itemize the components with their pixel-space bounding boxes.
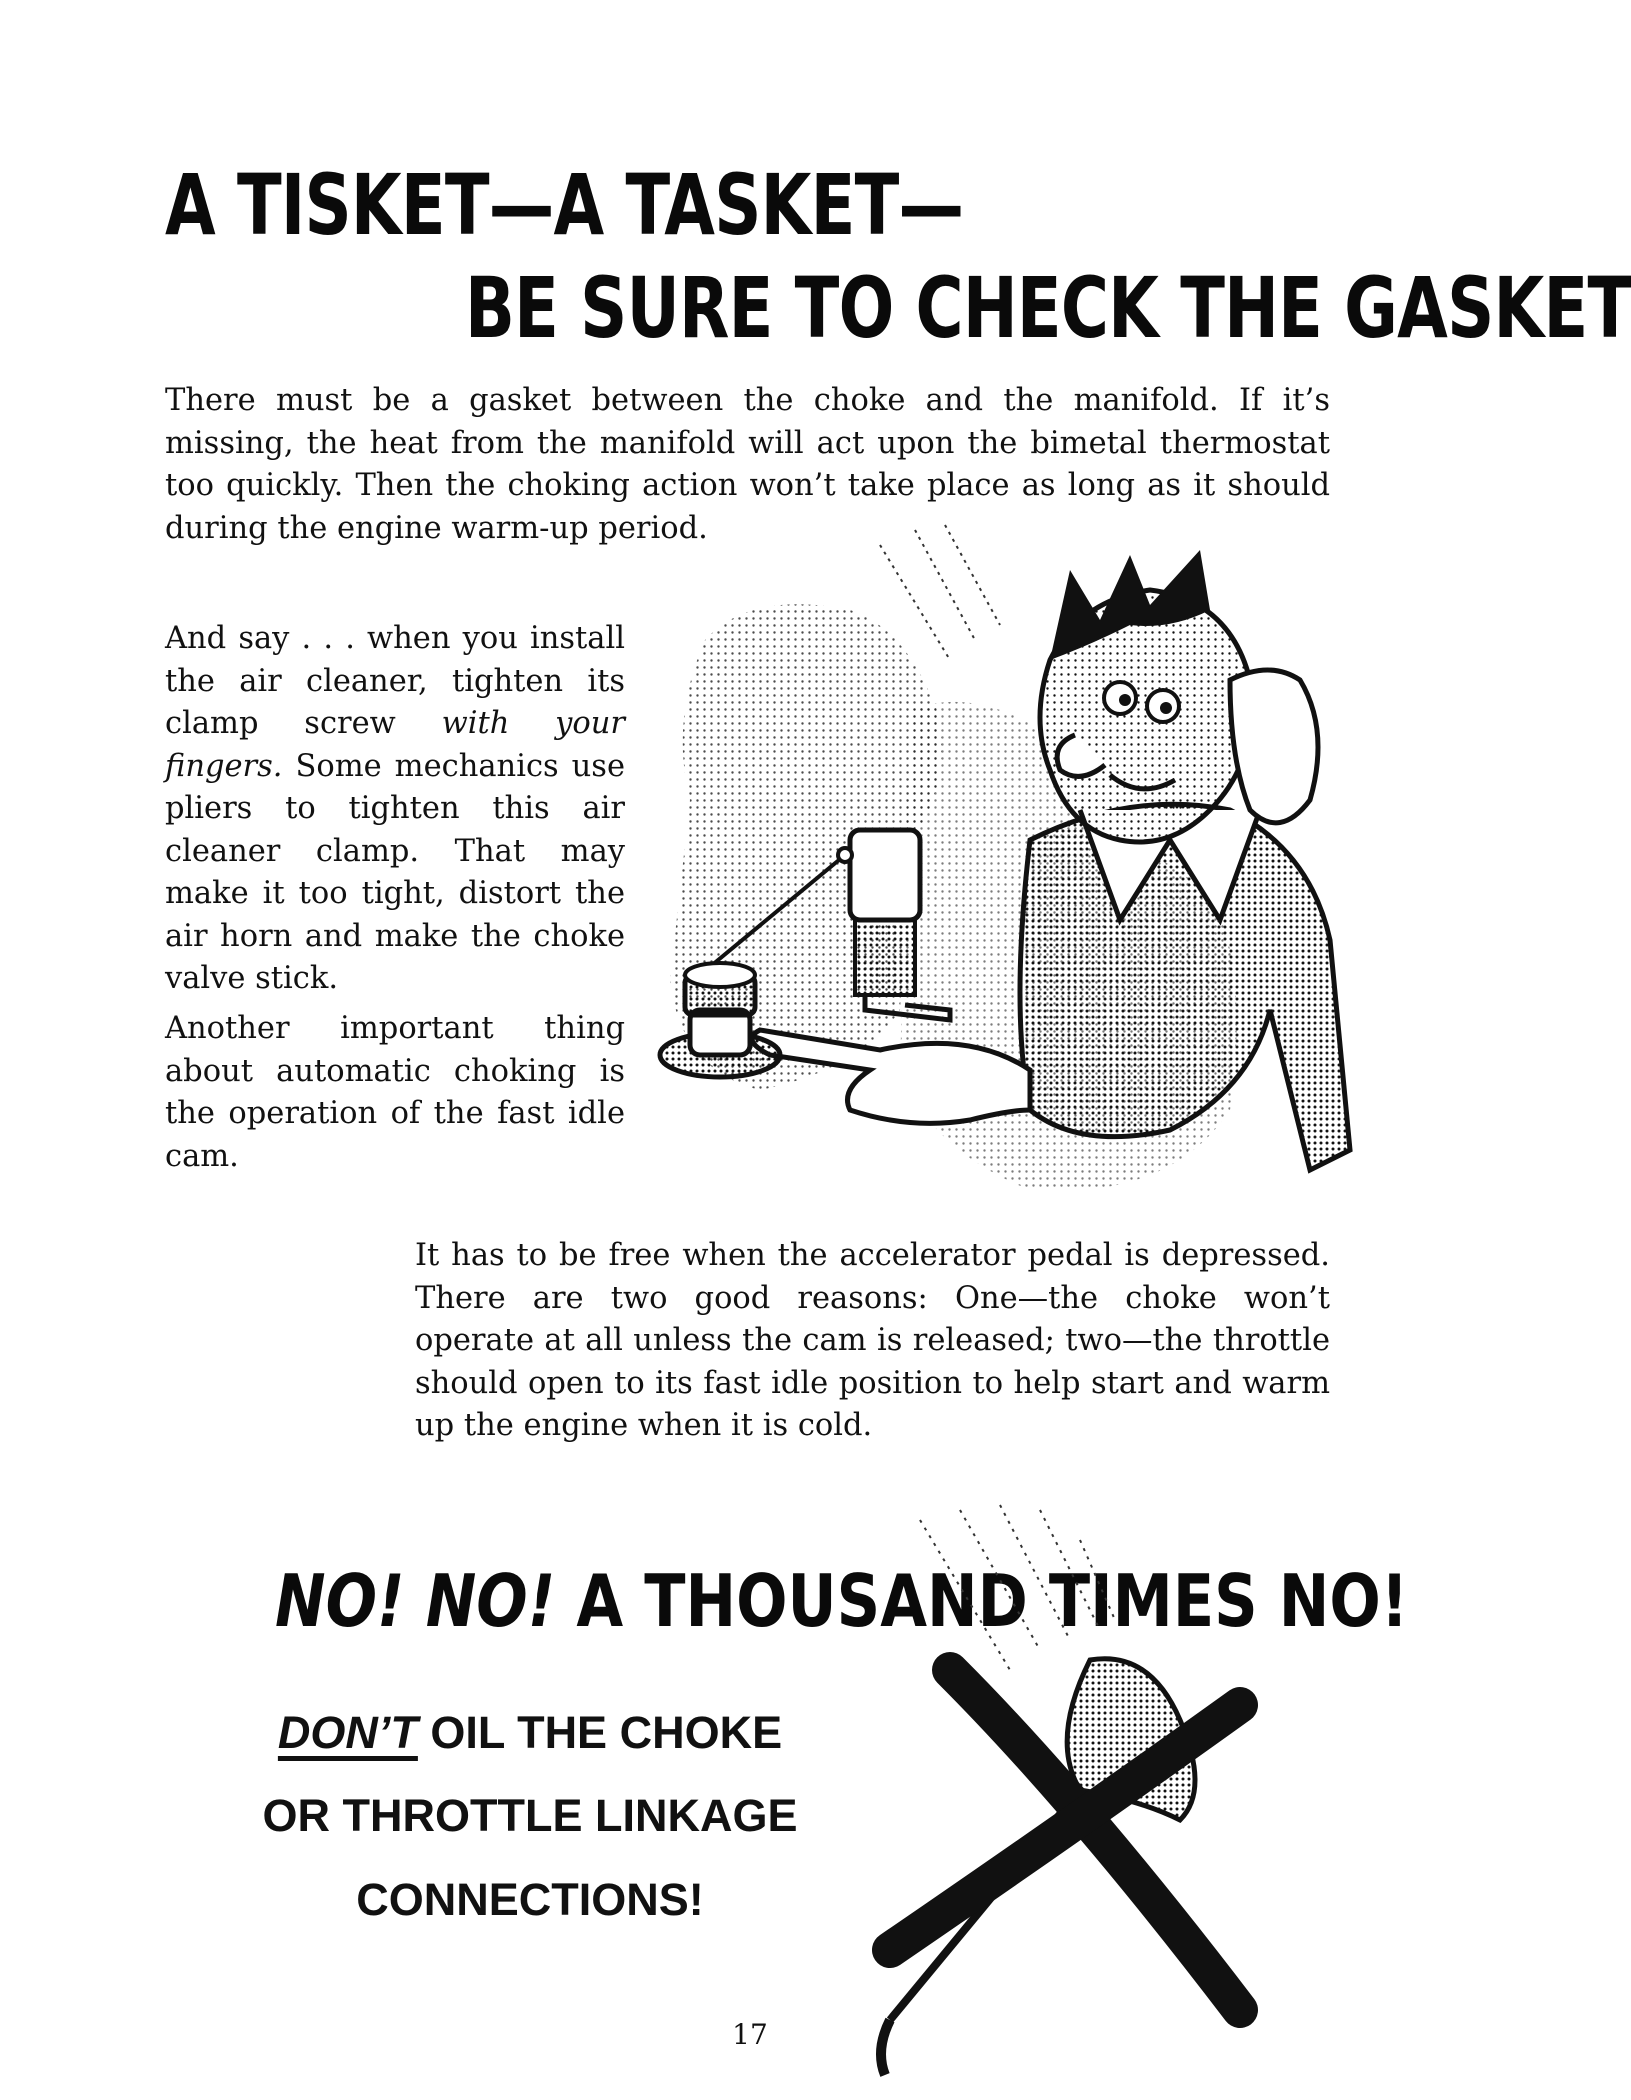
air-cleaner-text-lead: And say . . . when you install the air cleaner, tighten its clamp screw: [165, 621, 625, 741]
warning-heading-no-1: NO!: [275, 1559, 405, 1643]
dont-label: DON’T: [277, 1707, 418, 1758]
warning-heading-no-2: NO!: [425, 1559, 556, 1643]
warning-line-3: CONNECTIONS!: [356, 1874, 704, 1925]
fast-idle-cam-paragraph: Another important thing about automatic choking is the operation of the fast idle cam.: [165, 1011, 625, 1174]
page-number: 17: [732, 2018, 768, 2051]
headline-line-2: BE SURE TO CHECK THE GASKET: [465, 259, 1631, 357]
cam-reasons-paragraph: It has to be free when the accelerator pedal is depressed. There are two good reasons: One—the choke won’t operate at all unless the cam is released; two—the throttle should open to its fast idle position to help start and warm up the engine when it is cold.: [415, 1238, 1330, 1443]
warning-line-1-rest: OIL THE CHOKE: [417, 1707, 783, 1758]
gasket-paragraph: There must be a gasket between the choke and the manifold. If it’s missing, the heat from the manifold will act upon the bimetal thermostat too quickly. Then the choking action won’t take place as long as it should during the engine warm-up period.: [165, 383, 1330, 546]
warning-line-2: OR THROTTLE LINKAGE: [262, 1790, 798, 1841]
warning-heading-rest: A THOUSAND TIMES NO!: [576, 1559, 1409, 1643]
mechanic-illustration: [610, 510, 1390, 1230]
headline-line-1: A TISKET—A TASKET—: [165, 156, 964, 254]
air-cleaner-text-tail: Some mechanics use pliers to tighten this air cleaner clamp. That may make it too tight, distort the air horn and make the choke valve stick.: [165, 748, 625, 996]
crossed-oil-can-illustration: [820, 1500, 1320, 2060]
air-cleaner-text-emphasis: with your fingers.: [165, 706, 625, 784]
warning-line-1: [230, 1707, 830, 1758]
air-cleaner-paragraph: [165, 618, 625, 1001]
